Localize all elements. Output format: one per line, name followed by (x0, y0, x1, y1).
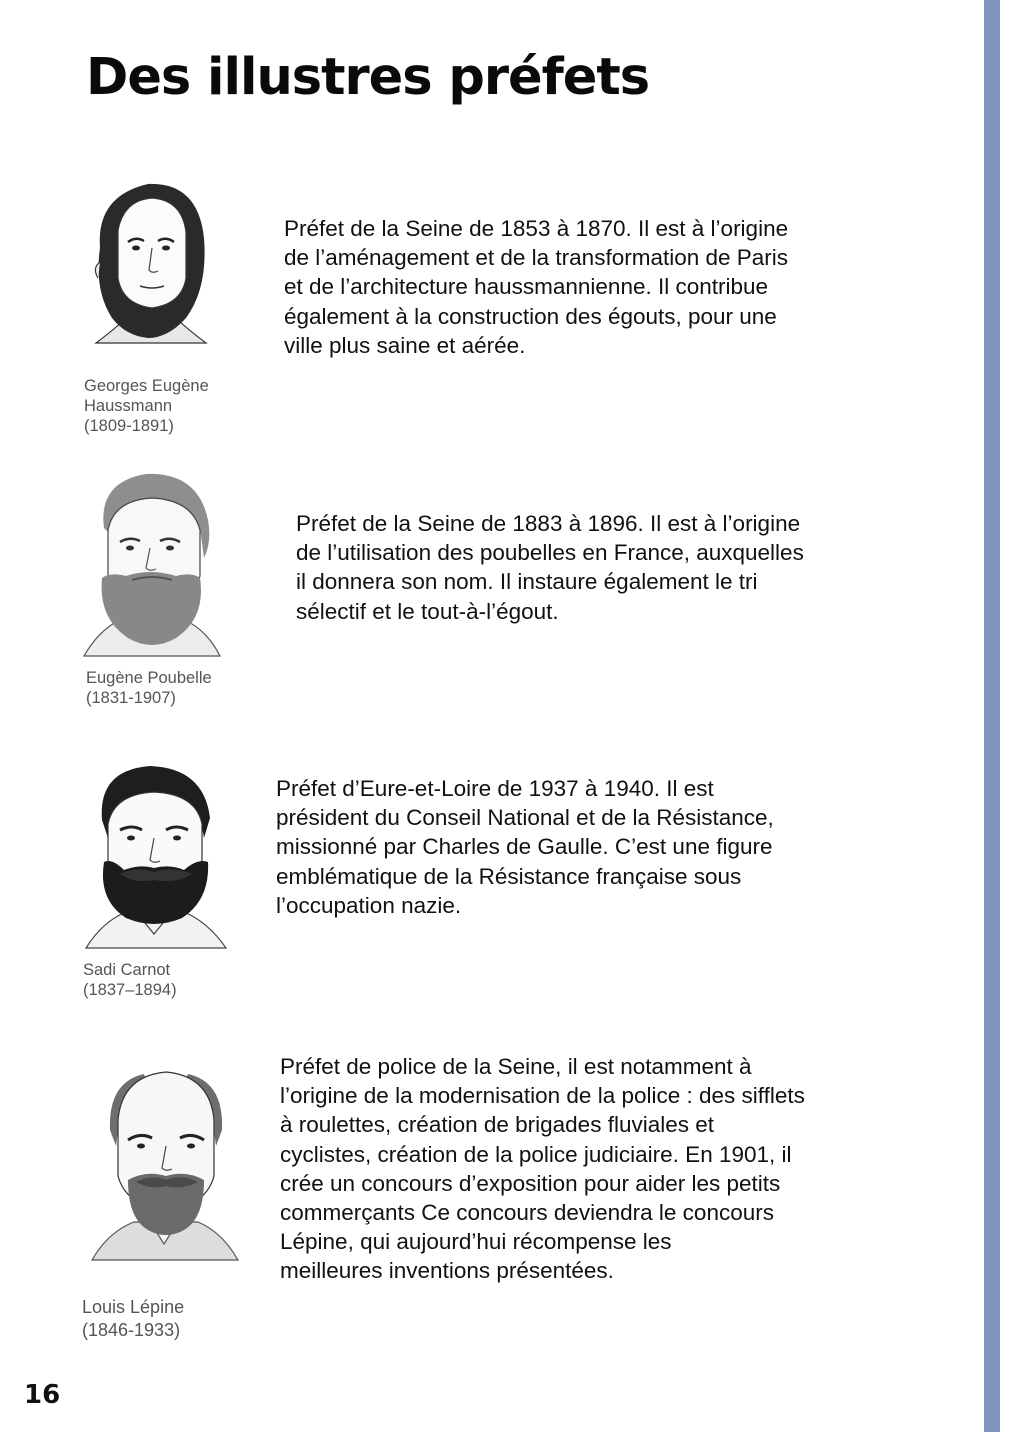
bio-line: Lépine, qui aujourd’hui récompense les (280, 1229, 672, 1255)
haussmann-portrait-illustration-icon (86, 178, 216, 350)
caption-line: (1846-1933) (82, 1320, 181, 1340)
bio-line: de l’aménagement et de la transformation de Paris (284, 245, 789, 271)
caption-line: Georges Eugène (84, 377, 209, 395)
bio-line: cyclistes, création de la police judiciaire. En 1901, il (280, 1141, 792, 1167)
caption-line: Sadi Carnot (83, 961, 171, 979)
caption-line: (1831-1907) (86, 689, 176, 707)
bio-line: il donnera son nom. Il instaure également le tri (296, 569, 758, 595)
side-accent-band (984, 0, 1000, 1432)
bio-line: Préfet de la Seine de 1853 à 1870. Il est à l’origine (284, 216, 789, 241)
bio-line: également à la construction des égouts, pour une (284, 303, 777, 329)
bio-line: Préfet de la Seine de 1883 à 1896. Il est à l’origine (296, 511, 801, 536)
bio-line: l’occupation nazie. (276, 892, 462, 918)
bio-line: Préfet de police de la Seine, il est notamment à (280, 1054, 752, 1079)
bio-line: crée un concours d’exposition pour aider les petits (280, 1170, 781, 1196)
page-number: 16 (24, 1380, 61, 1410)
bio-line: ville plus saine et aérée. (284, 332, 526, 358)
bio-line: à roulettes, création de brigades fluviales et (280, 1112, 715, 1138)
bio-line: de l’utilisation des poubelles en France, auxquelles (296, 540, 804, 566)
page-title: Des illustres préfets (86, 48, 650, 107)
prefect-biography (296, 509, 804, 626)
caption-line: Haussmann (84, 397, 173, 415)
prefect-name-caption (82, 1296, 184, 1342)
bio-line: et de l’architecture haussmannienne. Il contribue (284, 274, 769, 300)
prefect-name-caption (83, 960, 177, 1000)
prefect-biography (276, 774, 774, 920)
prefect-biography (280, 1052, 805, 1286)
bio-line: missionné par Charles de Gaulle. C’est une figure (276, 834, 773, 860)
prefect-biography (284, 214, 788, 360)
bio-line: meilleures inventions présentées. (280, 1258, 614, 1284)
caption-line: Eugène Poubelle (86, 669, 212, 687)
bio-line: Préfet d’Eure-et-Loire de 1937 à 1940. Il est (276, 776, 714, 801)
caption-line: (1809-1891) (84, 417, 174, 435)
bio-line: commerçants Ce concours deviendra le concours (280, 1200, 774, 1226)
prefect-name-caption (86, 668, 212, 708)
bio-line: l’origine de la modernisation de la police : des sifflets (280, 1083, 805, 1109)
bio-line: président du Conseil National et de la Résistance, (276, 805, 774, 831)
carnot-portrait-illustration-icon (80, 762, 230, 950)
poubelle-portrait-illustration-icon (80, 468, 225, 660)
bio-line: sélectif et le tout-à-l’égout. (296, 598, 559, 624)
prefect-name-caption (84, 376, 209, 436)
caption-line: Louis Lépine (82, 1297, 185, 1317)
bio-line: emblématique de la Résistance française sous (276, 863, 742, 889)
lepine-portrait-illustration-icon (88, 1060, 240, 1264)
caption-line: (1837–1894) (83, 981, 177, 999)
